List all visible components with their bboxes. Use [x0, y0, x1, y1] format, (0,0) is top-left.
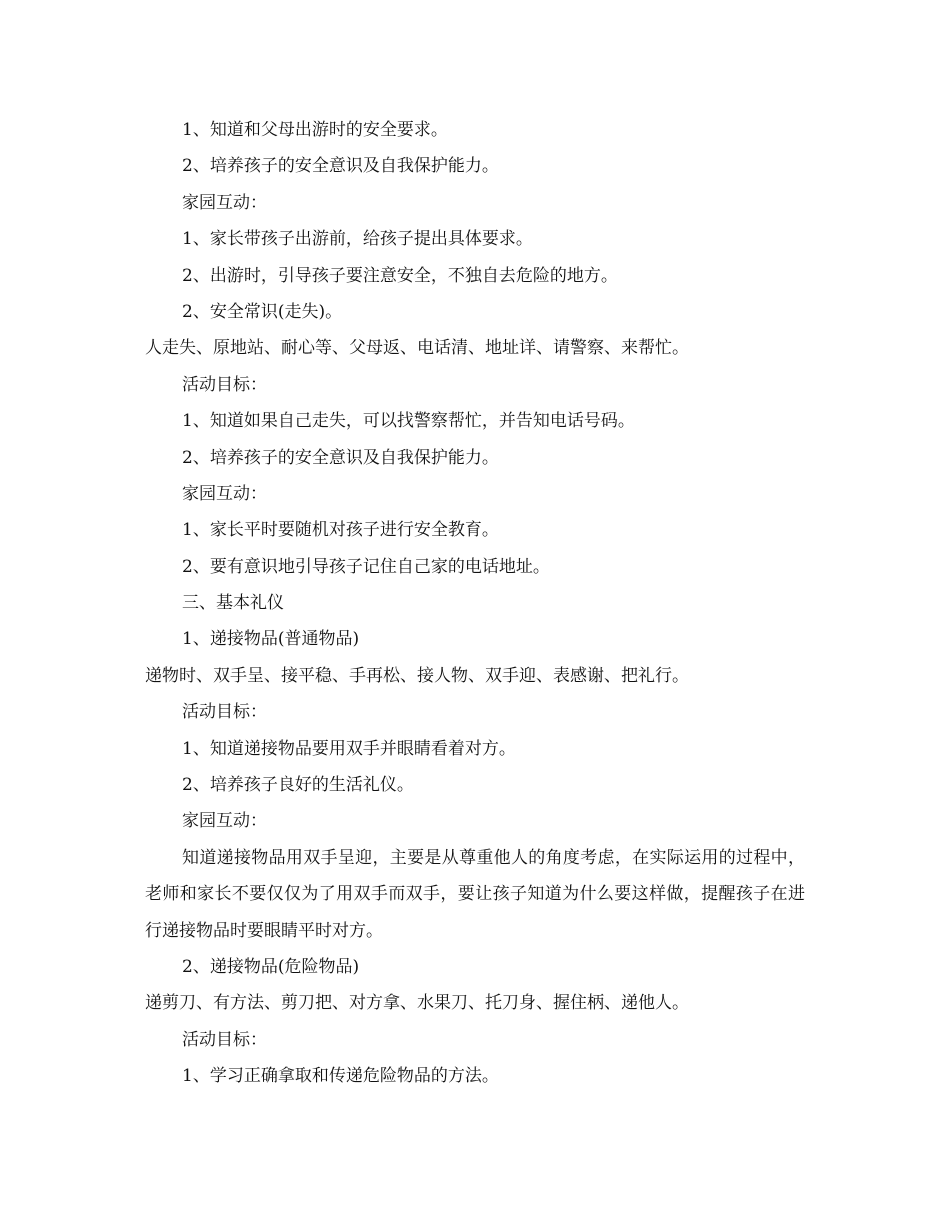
section-heading: 家园互动：	[182, 192, 267, 213]
rhyme-line: 递剪刀、有方法、剪刀把、对方拿、水果刀、托刀身、握住柄、递他人。	[145, 993, 689, 1014]
list-item: 2、培养孩子的安全意识及自我保护能力。	[182, 156, 499, 177]
section-heading: 家园互动：	[182, 483, 267, 504]
list-item: 2、出游时，引导孩子要注意安全，不独自去危险的地方。	[182, 265, 618, 286]
list-item: 2、要有意识地引导孩子记住自己家的电话地址。	[182, 556, 550, 577]
subsection-title: 2、递接物品(危险物品)	[182, 957, 360, 978]
list-item: 2、培养孩子的安全意识及自我保护能力。	[182, 447, 499, 468]
subsection-title: 1、递接物品(普通物品)	[182, 629, 360, 650]
section-heading: 活动目标：	[182, 1029, 267, 1050]
list-item: 1、学习正确拿取和传递危险物品的方法。	[182, 1066, 499, 1087]
list-item: 2、培养孩子良好的生活礼仪。	[182, 775, 414, 796]
section-heading: 活动目标：	[182, 374, 267, 395]
body-paragraph: 知道递接物品用双手呈迎，主要是从尊重他人的角度考虑，在实际运用的过程中，老师和家长不要仅仅为了用双手而双手，要让孩子知道为什么要这样做，提醒孩子在进行递接物品时要眼睛平时对方。	[145, 847, 805, 941]
list-item: 1、知道递接物品要用双手并眼睛看着对方。	[182, 738, 516, 759]
subsection-title: 2、安全常识(走失)。	[182, 301, 343, 322]
list-item: 1、家长平时要随机对孩子进行安全教育。	[182, 520, 499, 541]
rhyme-line: 人走失、原地站、耐心等、父母返、电话清、地址详、请警察、来帮忙。	[145, 338, 689, 359]
chapter-heading: 三、基本礼仪	[182, 593, 284, 614]
document-body	[145, 112, 805, 1095]
list-item: 1、知道如果自己走失，可以找警察帮忙，并告知电话号码。	[182, 411, 635, 432]
rhyme-line: 递物时、双手呈、接平稳、手再松、接人物、双手迎、表感谢、把礼行。	[145, 665, 689, 686]
section-heading: 家园互动：	[182, 811, 267, 832]
list-item: 1、知道和父母出游时的安全要求。	[182, 120, 448, 140]
section-heading: 活动目标：	[182, 702, 267, 723]
list-item: 1、家长带孩子出游前，给孩子提出具体要求。	[182, 229, 533, 250]
